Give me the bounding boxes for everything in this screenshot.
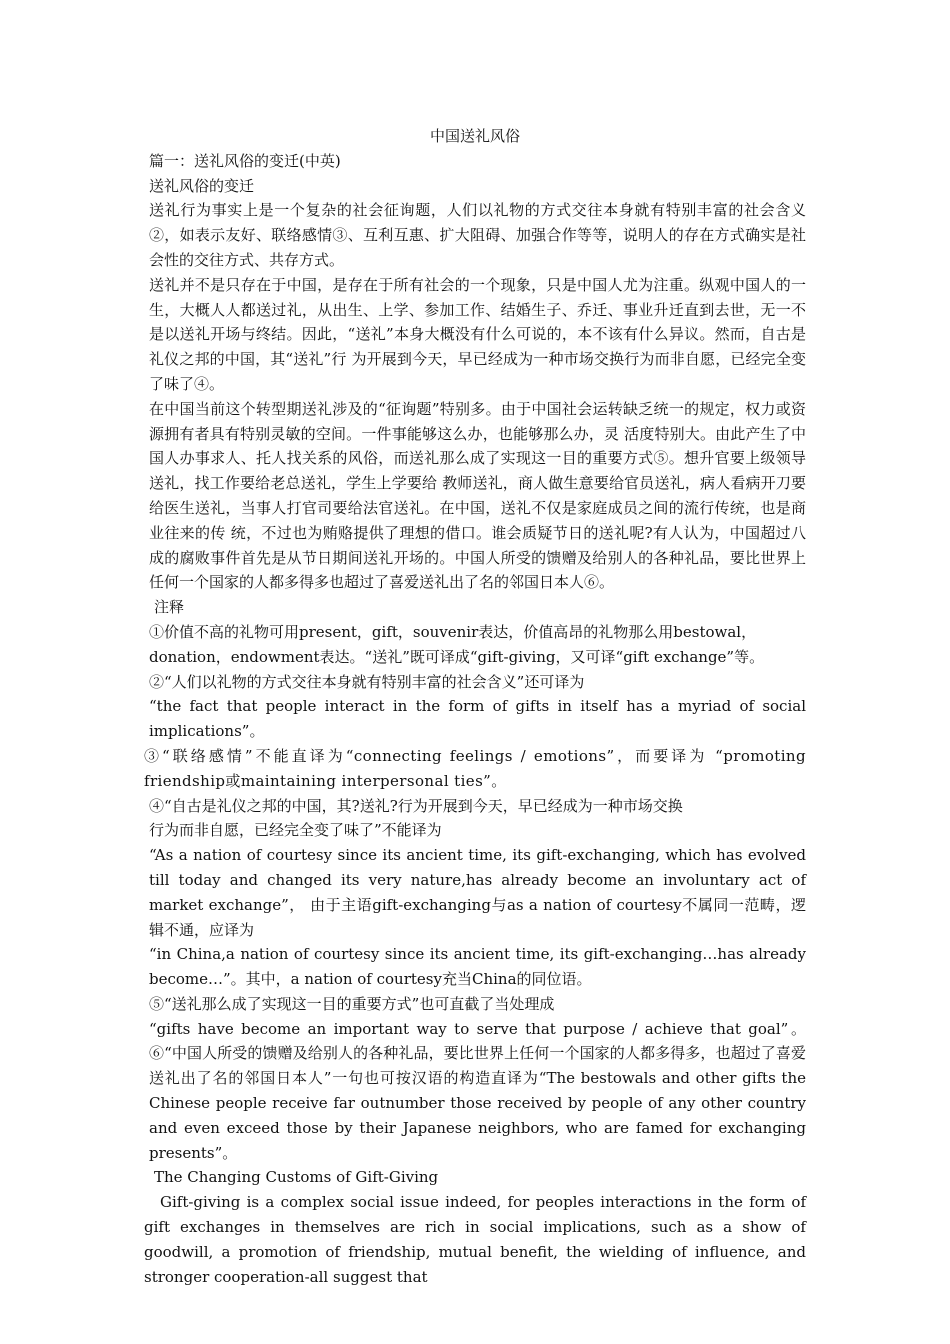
note-line-2: donation，endowment表达。“送礼”既可译成“gift-giving，又可译“gift exchange”等。 [149, 647, 765, 666]
note-line-4: “the fact that people interact in the form of gifts in itself has a myriad of social implications”。 [149, 697, 806, 741]
section-heading: 篇一：送礼风俗的变迁(中英) [149, 151, 341, 170]
paragraph-2: 送礼并不是只存在于中国，是存在于所有社会的一个现象，只是中国人尤为注重。纵观中国人的一生，大概人人都送过礼，从出生、上学、参加工作、结婚生子、乔迁、事业升迁直到去世，无一不是以送礼开场与终结。因此，“送礼”本身大概没有什么可说的，本不该有什么异议。然而，自古是礼仪之邦的中国，其“送礼”行 为开展到今天，早已经成为一种市场交换行为而非自愿，已经完全变了味了④。 [149, 275, 806, 393]
paragraph-3: 在中国当前这个转型期送礼涉及的“征询题”特别多。由于中国社会运转缺乏统一的规定，权力或资源拥有者具有特别灵敏的空间。一件事能够这么办，也能够那么办，灵 活度特别大。由此产生了中国人办事求人、托人找关系的风俗，而送礼那么成了实现这一目的重要方式⑤。想升官要上级领导送礼，找工作要给老总送礼，学生上学要给 教师送礼，商人做生意要给官员送礼，病人看病开刀要给医生送礼，当事人打官司要给法官送礼。在中国，送礼不仅是家庭成员之间的流行传统，也是商业往来的传 统，不过也为贿赂提供了理想的借口。谁会质疑节日的送礼呢?有人认为，中国超过八成的腐败事件首先是从节日期间送礼开场的。中国人所受的馈赠及给别人的各种礼品，要比世界上任何一个国家的人都多得多也超过了喜爱送礼出了名的邻国日本人⑥。 [149, 399, 806, 592]
notes-heading: 注释 [154, 598, 185, 617]
note-line-11: “gifts have become an important way to serve that purpose / achieve that goal”。 ⑥“中国人所受的馈赠及给别人的各种礼品，要比世界上任何一个国家的人都多得多，也超过了喜爱送礼出了名的邻国日本人”一句也可按汉语的构造直译为“The bestowals and other gifts the Chinese people receive far outnumber those received by people of any other country and even exceed those by their Japanese neighbors, who are famed for exchanging presents”。 [149, 1019, 806, 1162]
note-line-6: ④“自古是礼仪之邦的中国，其?送礼?行为开展到今天，早已经成为一种市场交换 [149, 796, 683, 815]
note-line-3: ②“人们以礼物的方式交往本身就有特别丰富的社会含义”还可译为 [149, 672, 585, 691]
document-title: 中国送礼风俗 [429, 127, 520, 145]
note-line-7: 行为而非自愿，已经完全变了味了”不能译为 [149, 821, 442, 840]
paragraph-1: 送礼行为事实上是一个复杂的社会征询题，人们以礼物的方式交往本身就有特别丰富的社会含义②，如表示友好、联络感情③、互利互惠、扩大阻碍、加强合作等等，说明人的存在方式确实是社会性的交往方式、共存方式。 [149, 201, 806, 269]
english-heading: The Changing Customs of Gift-Giving [154, 1168, 439, 1187]
english-paragraph: Gift-giving is a complex social issue indeed, for peoples interactions in the form of gift exchanges in themselves are rich in social implications, such as a show of goodwill, a promotion of friendship, mutual benefit, the wielding of influence, and stronger cooperation-all suggest that [144, 1193, 806, 1286]
note-line-1: ①价值不高的礼物可用present，gift，souvenir表达，价值高昂的礼物那么用bestowal， [149, 622, 757, 641]
document-page [144, 124, 806, 1289]
subheading: 送礼风俗的变迁 [149, 176, 255, 195]
note-line-10: ⑤“送礼那么成了实现这一目的重要方式”也可直截了当处理成 [149, 994, 555, 1013]
note-line-9: “in China,a nation of courtesy since its ancient time, its gift-exchanging…has already become…”。其中，a nation of courtesy充当China的同位语。 [149, 945, 806, 989]
note-line-5: ③“联络感情”不能直译为“connecting feelings / emotions”，而要译为 “promoting friendship或maintaining interpersonal ties”。 [144, 746, 806, 790]
note-line-8: “As a nation of courtesy since its ancient time, its gift-exchanging, which has evolved till today and changed its very nature,has already become an involuntary act of market exchange”， 由于主语gift-exchanging与as a nation of courtesy不属同一范畴，逻辑不通，应译为 [149, 846, 806, 939]
